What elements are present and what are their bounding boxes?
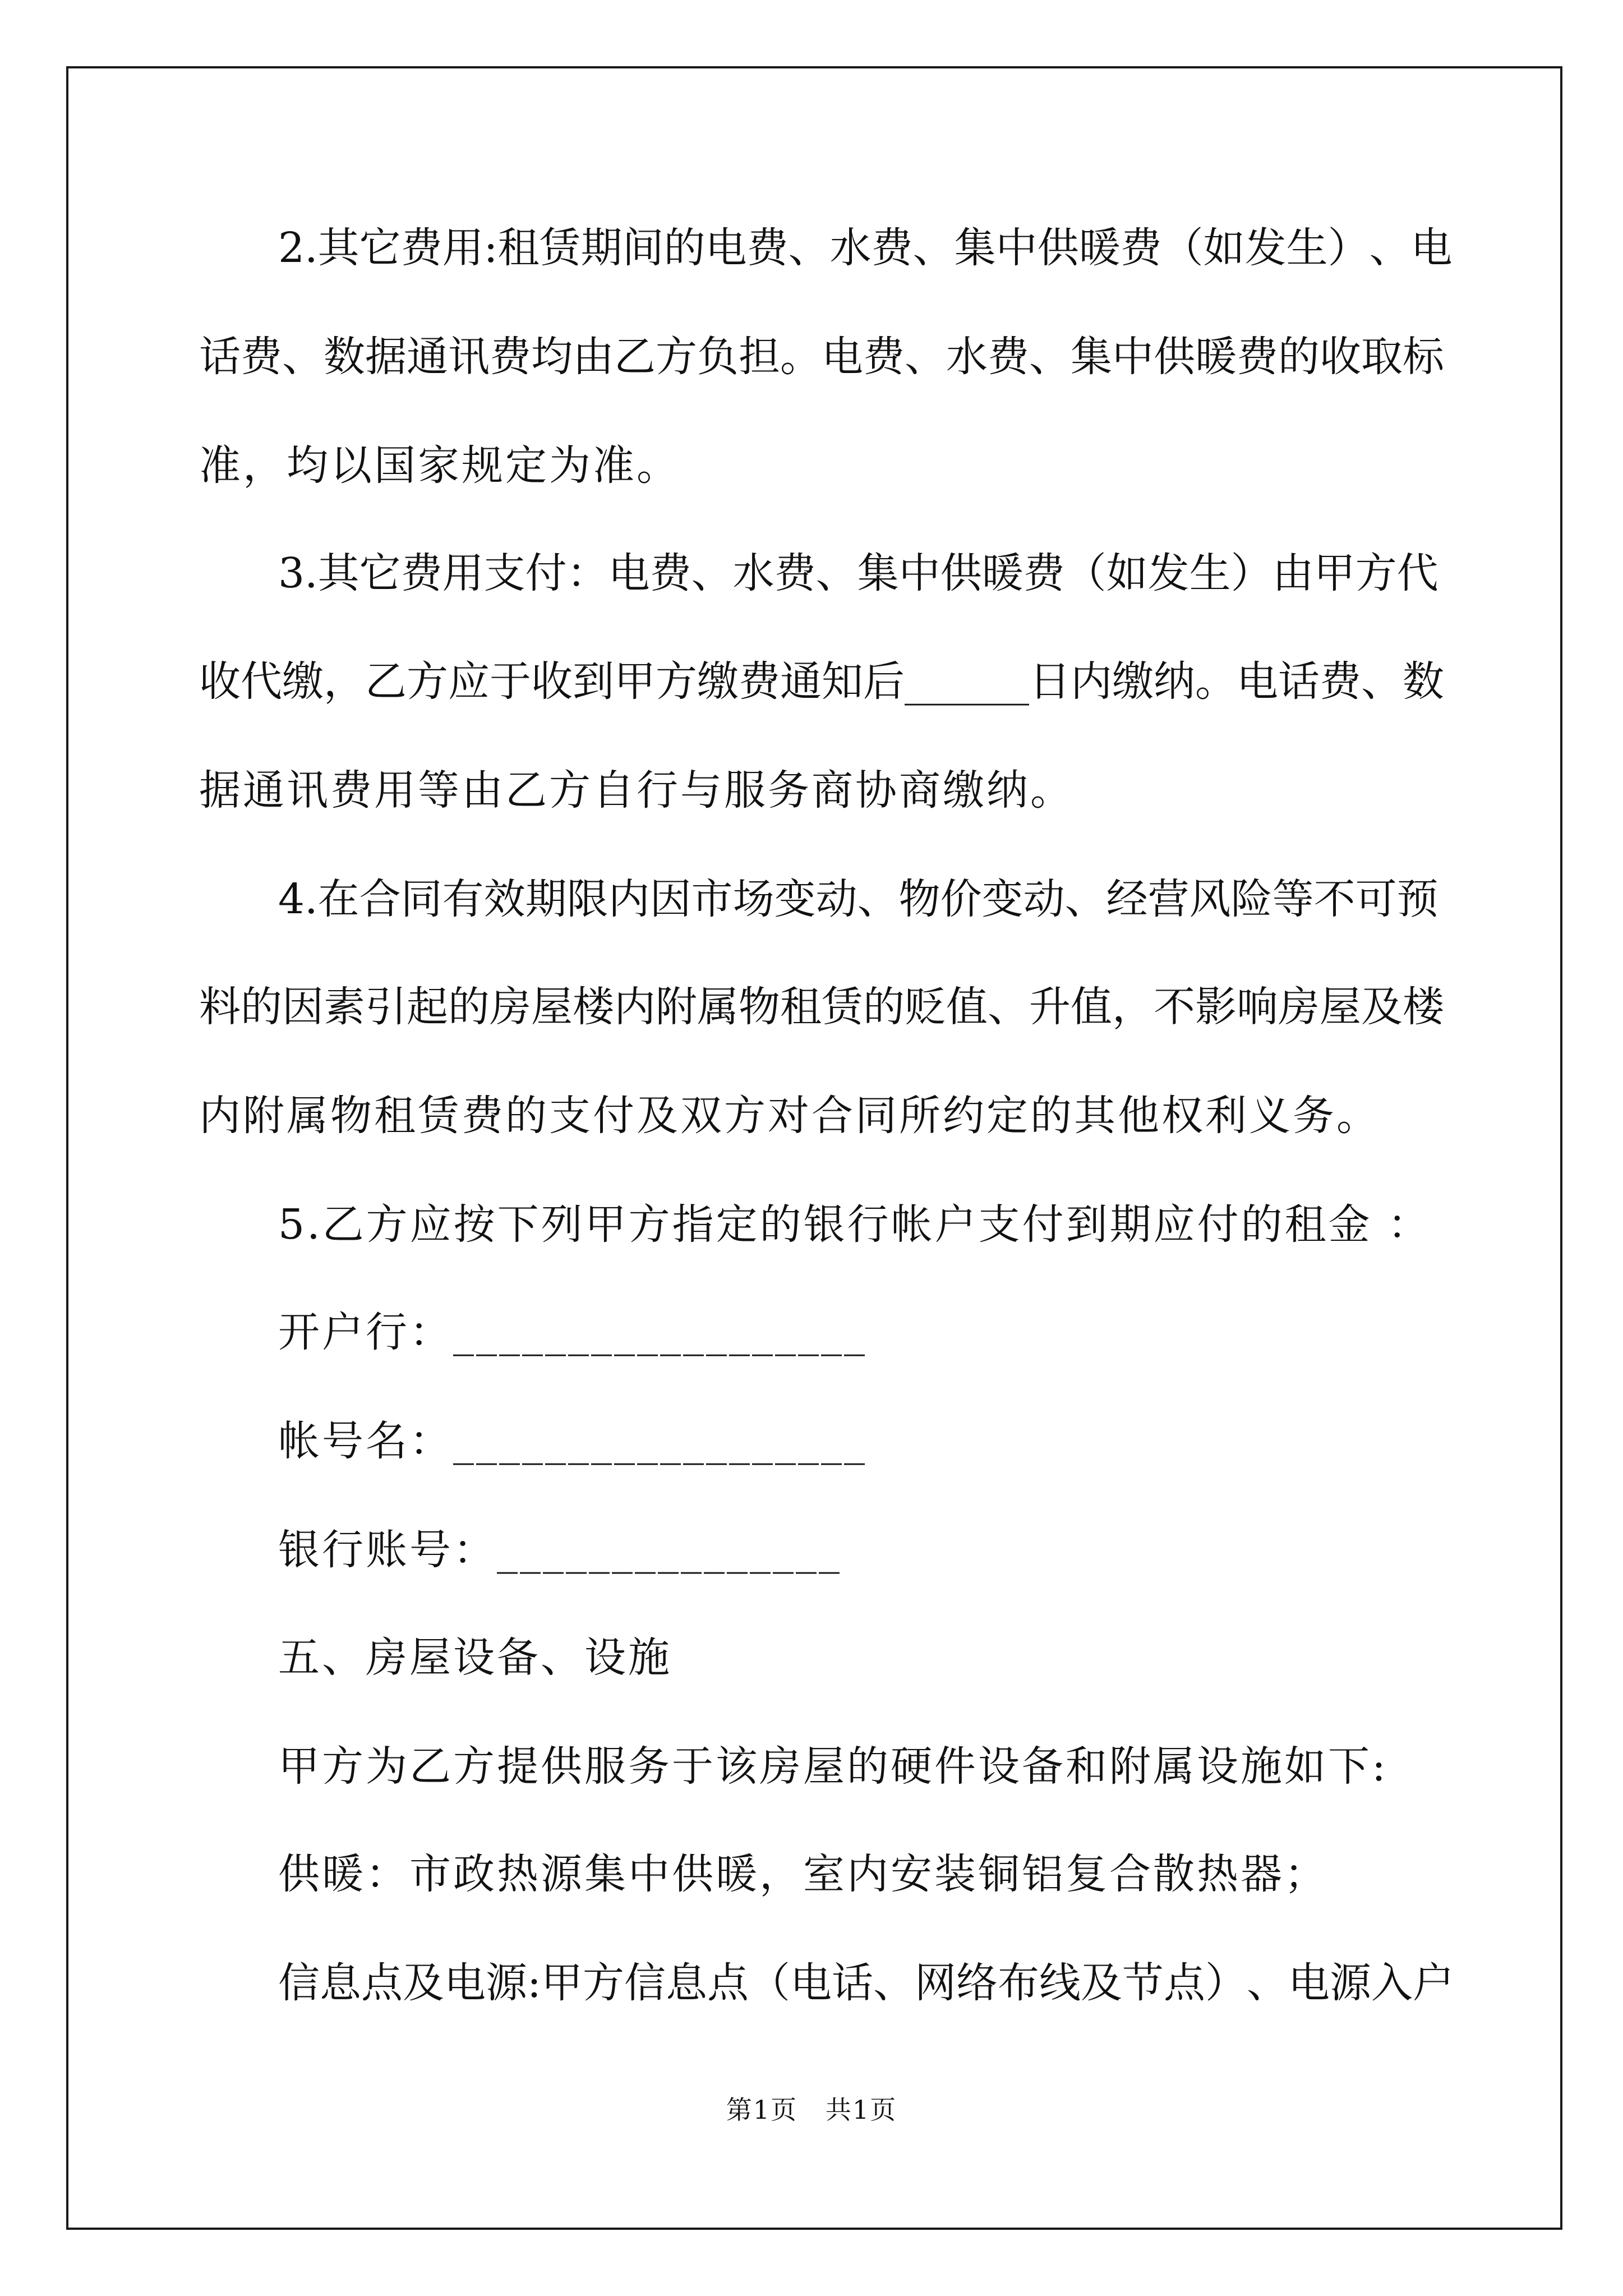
text-line-5: 收 代 缴 ， 乙 方 应 于 收 到 甲 方 缴 费 通 知 后 ______ 日 内 缴 纳 。 电 话 费 、 数 [199, 657, 1444, 706]
text-line-17: 信 息 点 及 电 源 : 甲 方 信 息 点 （ 电 话 、 网 络 布 线 及 节 点 ） 、 电 源 入 户 [278, 1959, 1454, 2007]
text-line-10: 5.乙方应按下列甲方指定的银行帐户支付到期应付的租金 ： [278, 1200, 1432, 1249]
text-line-4: 3 . 其 它 费 用 支 付 ： 电 费 、 水 费 、 集 中 供 暖 费 （ 如 发 生 ） 由 甲 方 代 [278, 549, 1438, 597]
text-line-1: 2 . 其 它 费 用 : 租 赁 期 间 的 电 费 、 水 费 、 集 中 供 暖 费 （ 如 发 生 ） 、 电 [278, 224, 1453, 272]
account-name-line: 帐号名：__________________ [278, 1417, 867, 1465]
page-footer: 第1页 共1页 [726, 2095, 897, 2125]
text-line-3: 准，均以国家规定为准。 [199, 441, 680, 490]
text-line-7: 4 . 在 合 同 有 效 期 限 内 因 市 场 变 动 、 物 价 变 动 、 经 营 风 险 等 不 可 预 [278, 875, 1438, 923]
section-heading: 五、房屋设备、设施 [278, 1634, 672, 1682]
text-line-2: 话 费 、 数 据 通 讯 费 均 由 乙 方 负 担 。 电 费 、 水 费 、 集 中 供 暖 费 的 收 取 标 [199, 333, 1444, 381]
text-line-16: 供暖：市政热源集中供暖，室内安装铜铝复合散热器； [278, 1850, 1328, 1898]
text-line-8: 料 的 因 素 引 起 的 房 屋 楼 内 附 属 物 租 赁 的 贬 值 、 升 值 ， 不 影 响 房 屋 及 楼 [199, 983, 1444, 1031]
text-line-6: 据通讯费用等由乙方自行与服务商协商缴纳。 [199, 766, 1074, 815]
text-line-15: 甲方为乙方提供服务于该房屋的硬件设备和附属设施如下: [278, 1742, 1388, 1791]
account-number-line: 银行账号：_______________ [278, 1526, 842, 1574]
page-border [66, 66, 1562, 2230]
bank-name-line: 开户行：__________________ [278, 1308, 867, 1356]
text-line-9: 内附属物租赁费的支付及双方对合同所约定的其他权利义务。 [199, 1092, 1380, 1140]
